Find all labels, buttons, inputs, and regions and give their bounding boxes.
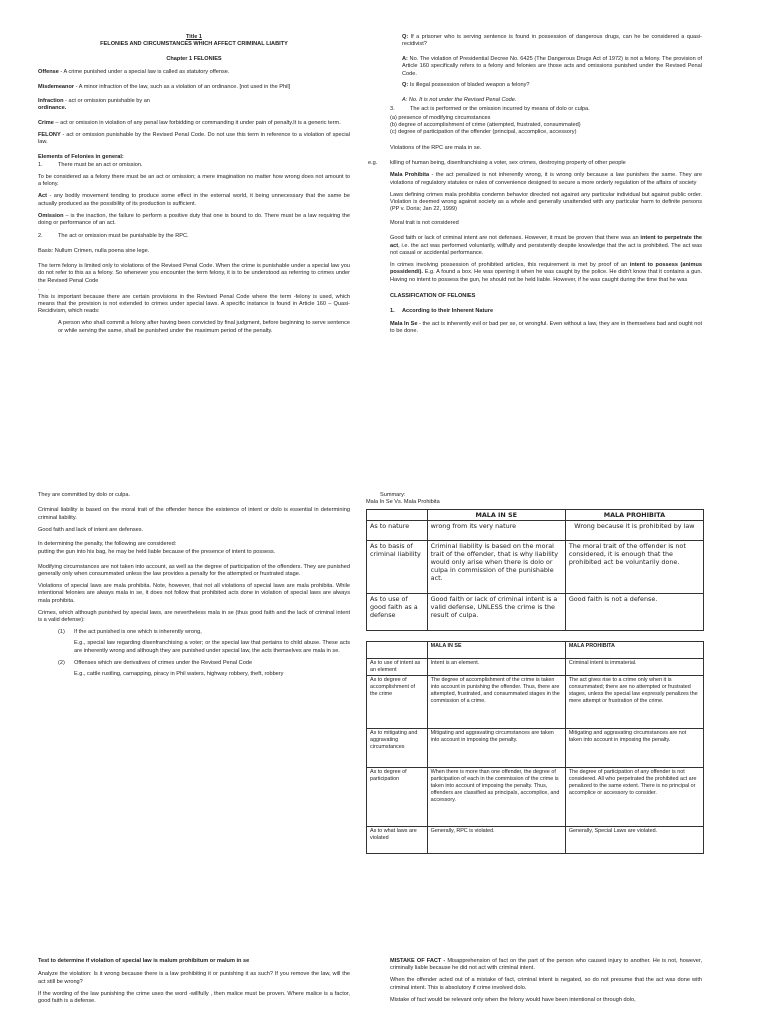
good-faith-paragraph xyxy=(390,235,702,257)
element-1-paragraph: To be considered as a felony there must be an act or omission; a mere imagination no matter how wrong does not amount to a felony. xyxy=(38,174,350,188)
criminal-intent-paragraph: When the offender acted out of a mistake of fact, criminal intent is negated, so do not presume that the act was done with criminal intent. This is absolutory if crime involved dolo. xyxy=(390,977,702,991)
mala-in-se-text: - the act is inherently evil or bad per se, or wrongful. Even without a law, they are in themselves bad and ought not to be done. xyxy=(390,320,703,334)
elements-heading: Elements of Felonies in general: xyxy=(38,154,124,161)
page1-left-column xyxy=(38,34,350,339)
table-cell: The degree of accomplishment of the crime is taken into account in punishing the offender. Thus, there are attempted, frustrated, and consummated stages in the commission of a crime. xyxy=(427,675,565,728)
table-header-mala-prohibita: MALA PROHIBITA xyxy=(565,509,703,520)
title: Title 1 xyxy=(185,34,203,40)
gun-bag-line: putting the gun into his bag, he may be held liable because of the presence of intent to possess. xyxy=(38,549,276,556)
misdemeanor-text: - A minor infraction of the law, such as a violation of an ordinance. [not used in the Phil] xyxy=(74,83,291,90)
table-row xyxy=(367,520,704,540)
felony-definition xyxy=(38,132,350,147)
important-paragraph: This is important because there are certain provisions in the Revised Penal Code where the term -felony is used, which means that the provision is not extended to crimes under special laws. A specific instance is found in Article 160 – Quasi-Recidivism, which reads: xyxy=(38,293,350,315)
example-line xyxy=(368,160,702,167)
answer-2: A: No. It is not under the Revised Penal Code. xyxy=(402,96,517,103)
crimes-special-laws: Crimes, which although punished by special laws, are nevertheless mala in se (thus good faith and the lack of criminal intent is a valid defense): xyxy=(38,609,350,623)
infraction-line2: ordinance. xyxy=(38,105,67,112)
special-item-2-example: E.g., cattle rustling, carnapping, piracy in Phil waters, highway robbery, theft, robbery xyxy=(74,670,284,677)
act-term: Act xyxy=(38,193,48,200)
mala-in-se-definition xyxy=(390,321,702,336)
table-cell xyxy=(367,641,428,658)
comparison-table-1 xyxy=(366,509,704,631)
table-header-mala-in-se: MALA IN SE xyxy=(427,509,565,520)
table-cell: The degree of participation of any offender is not considered. All who perpetrated the prohibited act are penalized to the same extent. There is no principal or accomplice or accessory to consider. xyxy=(565,767,703,826)
table-cell: Good faith or lack of criminal intent is a valid defense, UNLESS the crime is the result of culpa. xyxy=(427,593,565,630)
term-felony-paragraph: The term felony is limited only to violations of the Revised Penal Code. When the crime is punishable under a special law you do not refer to this as a felony. So whenever you encounter the term felony, it is to be understood as referring to crimes under the Revised Penal Code xyxy=(38,263,350,284)
summary-subtitle: Mala In Se Vs. Mala Prohibita xyxy=(366,499,440,506)
mala-prohibita-term: Mala Prohibita xyxy=(390,172,430,179)
table-cell: The act gives rise to a crime only when it is consummated; there are no attempted or frustrated stages, unless the special law expressly penalizes the mere attempt or frustration of the crime. xyxy=(565,675,703,728)
element-3-number: 3. xyxy=(390,106,395,113)
question-1 xyxy=(390,34,702,49)
answer-1-label: A: xyxy=(402,55,408,62)
table-row xyxy=(367,658,704,675)
subtitle: FELONIES AND CIRCUMSTANCES WHICH AFFECT CRIMINAL LIABITY xyxy=(100,41,288,48)
offense-definition xyxy=(38,69,350,76)
table-row xyxy=(367,826,704,853)
table-cell: As to use of good faith as a defense xyxy=(367,593,428,630)
special-item-1-text: If the act punished is one which is inherently wrong, xyxy=(74,628,202,635)
table-cell xyxy=(367,509,428,520)
misdemeanor-term: Misdemeanor xyxy=(38,83,75,90)
table-cell: As to basis of criminal liability xyxy=(367,540,428,593)
classification-1 xyxy=(390,308,702,315)
penalty-considerations: In determining the penalty, the following are considered: xyxy=(38,541,177,547)
misdemeanor-definition xyxy=(38,84,350,91)
element-1-text: There must be an act or omission. xyxy=(58,161,143,168)
special-item-1 xyxy=(38,629,350,636)
table-cell: Criminal liability is based on the moral trait of the offender, that is why liability would only arise when there is dolo or culpa in commission of the punishable act. xyxy=(427,540,565,593)
table-cell: wrong from its very nature xyxy=(427,520,565,540)
table-row xyxy=(367,593,704,630)
table-cell: As to degree of participation xyxy=(367,767,428,826)
omission-term: Omission xyxy=(38,212,64,219)
comparison-table-2 xyxy=(366,641,704,854)
table-cell: Wrong because it is prohibited by law xyxy=(565,520,703,540)
question-2-label: Q: xyxy=(402,82,409,89)
possession-bold: intent to possess (animus possidendi). xyxy=(390,261,702,276)
answer-1-text: No. The violation of Presidential Decree No. 6425 (The Dangerous Drugs Act of 1972) is not a felony. The provision of Article 160 specifically refers to a felony and felonies are those acts and omissions punished under the Revised Penal Code. xyxy=(402,55,702,77)
table-cell: Good faith is not a defense. xyxy=(565,593,703,630)
act-text: - any bodily movement tending to produce some effect in the external world, it being unnecessary that the same be actually produced as the possibility of its production is sufficient. xyxy=(38,193,350,207)
violations-mala-in-se: Violations of the RPC are mala in se. xyxy=(390,144,482,151)
offense-text: - A crime punished under a special law is called as statutory offense. xyxy=(58,69,230,76)
test-heading: Test to determine if violation of special law is malum prohibitum or malum in se xyxy=(38,958,250,964)
possession-paragraph xyxy=(390,262,702,284)
mala-prohibita-text: - the act penalized is not inherently wrong, it is wrong only because a law punishes the same. They are violations of regulatory statutes or rules of convenience designed to secure a more orderly regulation of the affairs of society xyxy=(390,172,703,186)
page1-right-column xyxy=(368,34,703,340)
mistake-of-fact-text: Misapprehension of fact on the part of the person who caused injury to another. He is not, however, criminally liable because he did not act with criminal intent. xyxy=(390,958,702,972)
table-2-header xyxy=(367,641,704,658)
element-1-number: 1. xyxy=(38,161,43,168)
special-item-2-number: (2) xyxy=(58,659,65,666)
table-cell: Intent is an element. xyxy=(427,658,565,675)
table-row xyxy=(367,675,704,728)
modifying-paragraph: Modifying circumstances are not taken into account, as well as the degree of participation of the offenders. They are punished generally only when consummated unless the law provides a penalty for the attempted or frustrated stage. xyxy=(38,563,350,578)
answer-1 xyxy=(390,56,702,78)
stray-dot: . xyxy=(38,286,40,293)
element-2 xyxy=(38,233,350,240)
special-item-2-text: Offenses which are derivatives of crimes under the Revised Penal Code xyxy=(74,659,253,666)
classification-1-number: 1. xyxy=(390,308,395,315)
article-160-quote: A person who shall commit a felony after having been convicted by final judgment, before beginning to serve sentence or while serving the same, shall be punished under the maximum period of the penalty. xyxy=(58,320,350,334)
mala-in-se-term: Mala In Se xyxy=(390,320,418,327)
good-faith-bold: intent to perpetrate the act xyxy=(390,235,702,249)
special-item-1-example: E.g., special law regarding disenfranchising a voter; or the special law that pertains to child abuse. These acts are inherently wrong and although they are punished under special law, the acts themselves are mala in se. xyxy=(74,640,350,654)
omission-text: – is the inaction, the failure to perform a positive duty that one is bound to do. There must be a law requiring the doing or performance of an act. xyxy=(38,212,350,226)
example-text: killing of human being, disenfranchising a voter, sex crimes, destroying property of other people xyxy=(390,160,626,166)
table-cell: As to nature xyxy=(367,520,428,540)
felony-term: FELONY xyxy=(38,131,61,138)
summary-label: Summary: xyxy=(380,492,406,498)
classification-heading: CLASSIFICATION OF FELONIES xyxy=(390,292,476,299)
table-cell: As to use of intent as an element xyxy=(367,658,428,675)
possession-post: E.g. A found a box. He was opening it when he was caught by the police. He didn't know that it contains a gun. Having no intent to possess the gun, he should not be held liable. However, if he was caught during the time that he was xyxy=(390,269,702,283)
moral-trait-paragraph: Criminal liability is based on the moral trait of the offender hence the existence of intent or dolo is essential in determining criminal liability. xyxy=(38,507,350,521)
example-label: e.g. xyxy=(368,160,378,166)
felony-text: - act or omission punishable by the Revised Penal Code. Do not use this term in reference to a violation of special law. xyxy=(38,131,350,145)
question-1-label: Q: xyxy=(402,34,409,40)
crime-text: – act or omission in violation of any penal law forbidding or commanding it under pain of penalty.It is a generic term. xyxy=(53,119,341,126)
table-cell: As to what laws are violated xyxy=(367,826,428,853)
infraction-text: - act or omission punishable by an xyxy=(63,97,150,104)
element-1 xyxy=(38,162,350,169)
page2-right-column xyxy=(366,492,704,854)
good-faith-pre: Good faith or lack of criminal intent are not defenses. However, it must be proven that there was an xyxy=(390,235,641,242)
classification-1-text: According to their Inherent Nature xyxy=(402,308,494,315)
moral-trait-line: Moral trait is not considered xyxy=(390,219,459,226)
laws-paragraph: Laws defining crimes mala prohibita condemn behavior directed not against any particular individual but against public order. Violation is deemed wrong against society as a whole and generally unattended with any particular harm to definite persons (PP v. Doria; Jan 22, 1999) xyxy=(390,191,702,213)
table-1-header xyxy=(367,509,704,520)
table-cell: Criminal intent is immaterial. xyxy=(565,658,703,675)
offense-term: Offense xyxy=(38,69,59,76)
mistake-of-fact-definition xyxy=(390,958,702,973)
mistake-of-fact-term: MISTAKE OF FACT - xyxy=(390,958,446,964)
table-cell: When there is more than one offender, the degree of participation of each in the commission of the crime is taken into account of imposing the penalty. Thus, offenders are classified as principals, accomplice, and accessory. xyxy=(427,767,565,826)
question-1-text: If a prisoner who is serving sentence is found in possession of dangerous drugs, can he be considered a quasi-recidivist? xyxy=(402,34,702,48)
wording-paragraph: If the wording of the law punishing the crime uses the word -willfully , then malice must be proven. Where malice is a factor, good faith is a defense. xyxy=(38,990,350,1004)
question-2-text: Is illegal possession of bladed weapon a felony? xyxy=(408,82,530,89)
table-cell: As to mitigating and aggravating circumstances xyxy=(367,728,428,767)
table-header-mala-prohibita: MALA PROHIBITA xyxy=(565,641,703,658)
relevance-paragraph: Mistake of fact would be relevant only when the felony would have been intentional or through dolo, xyxy=(390,996,636,1003)
act-definition xyxy=(38,193,350,208)
special-laws-paragraph: Violations of special laws are mala prohibita. Note, however, that not all violations of special laws are mala prohibita. While intentional felonies are always mala in se, it does not follow that prohibited acts done in violation of special laws are always mala prohibita. xyxy=(38,583,350,604)
question-2 xyxy=(390,82,702,89)
omission-definition xyxy=(38,213,350,228)
page3-left-column xyxy=(38,958,350,1010)
dolo-culpa-line: They are committed by dolo or culpa. xyxy=(38,492,131,498)
crime-term: Crime xyxy=(38,119,54,126)
good-faith-defenses: Good faith and lack of intent are defenses. xyxy=(38,526,144,533)
page3-right-column xyxy=(390,958,702,1008)
crime-definition xyxy=(38,120,350,127)
possession-pre: In crimes involving possession of prohibited articles, this requirement is met by proof of an xyxy=(390,261,630,268)
chapter-heading: Chapter 1 FELONIES xyxy=(166,55,222,62)
table-row xyxy=(367,728,704,767)
table-cell: Generally, Special Laws are violated. xyxy=(565,826,703,853)
table-row xyxy=(367,767,704,826)
table-cell: The moral trait of the offender is not considered, it is enough that the prohibited act be voluntarily done. xyxy=(565,540,703,593)
basis-line: Basis: Nullum Crimen, nulla poena sine lege. xyxy=(38,247,150,254)
infraction-term: Infraction xyxy=(38,97,64,104)
special-item-2 xyxy=(38,660,350,667)
analyze-paragraph: Analyze the violation: Is it wrong because there is a law prohibiting it or punishing it as such? If you remove the law, will the act still be wrong? xyxy=(38,971,350,985)
mala-prohibita-definition xyxy=(390,172,702,187)
element-2-text: The act or omission must be punishable by the RPC. xyxy=(58,233,189,240)
table-cell: As to degree of accomplishment of the crime xyxy=(367,675,428,728)
infraction-definition xyxy=(38,98,350,113)
modifier-a: (a) presence of modifying circumstances xyxy=(390,114,491,121)
element-3-text: The act is performed or the omission incurred by means of dolo or culpa. xyxy=(410,106,590,113)
table-cell: Mitigating and aggravating circumstances are not taken into account in imposing the penalty. xyxy=(565,728,703,767)
modifier-b: (b) degree of accomplishment of crime (attempted, frustrated, consummated) xyxy=(390,121,581,128)
special-item-1-number: (1) xyxy=(58,628,65,635)
element-2-number: 2. xyxy=(38,233,43,240)
table-header-mala-in-se: MALA IN SE xyxy=(427,641,565,658)
table-cell: Mitigating and aggravating circumstances are taken into account in imposing the penalty. xyxy=(427,728,565,767)
table-row xyxy=(367,540,704,593)
element-3 xyxy=(390,106,702,113)
page2-left-column xyxy=(38,492,350,683)
table-cell: Generally, RPC is violated. xyxy=(427,826,565,853)
good-faith-post: , i.e. the act was performed voluntarily, willfully and persistently despite knowledge that the act is prohibited. The act was not casual or accidental performance. xyxy=(390,242,702,256)
modifier-c: (c) degree of participation of the offender (principal, accomplice, accessory) xyxy=(390,129,577,136)
